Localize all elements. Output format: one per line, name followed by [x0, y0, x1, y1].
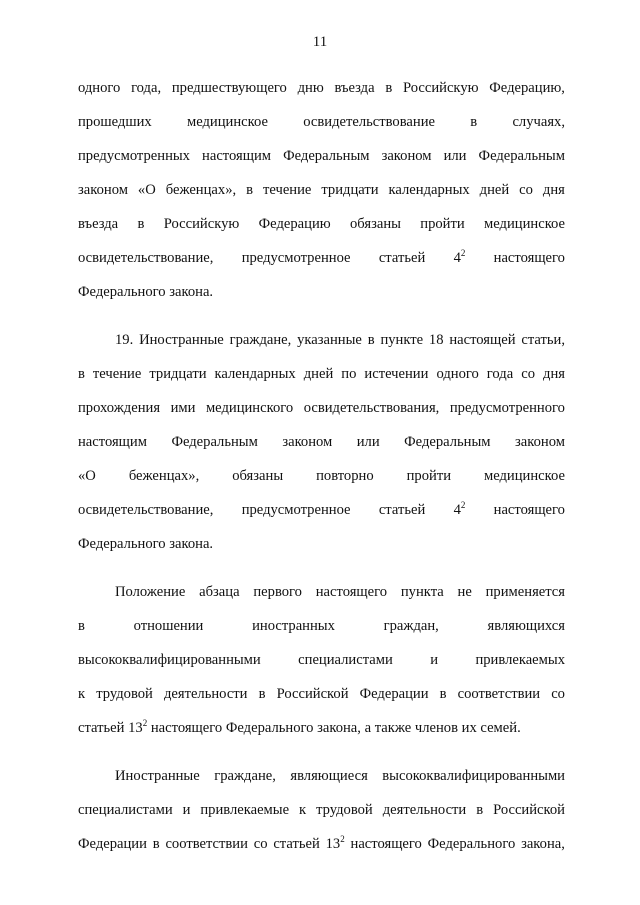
word: медицинское [483, 468, 565, 484]
word: течение [92, 366, 142, 382]
word: истечении [364, 366, 429, 382]
word: Федерального [225, 720, 314, 736]
word: специалистами [298, 652, 393, 668]
word: Положение [115, 584, 186, 600]
word: Федеральным [404, 434, 491, 450]
word: Российской [276, 686, 349, 702]
word: закона. [169, 284, 214, 300]
word: законом [515, 434, 565, 450]
word: одного [436, 366, 479, 382]
word: «О [137, 182, 156, 198]
word: Федерального [78, 284, 166, 300]
word: граждане, [229, 332, 292, 348]
text-line [78, 800, 565, 834]
word: абзаца [199, 584, 240, 600]
word: настоящим [202, 148, 272, 164]
paragraph [78, 582, 565, 752]
word: тридцати [149, 366, 207, 382]
word: освидетельствование [303, 114, 435, 130]
word: Российскую [402, 80, 479, 96]
word: граждане, [214, 768, 276, 784]
word: календарных [388, 182, 470, 198]
word: пункте [380, 332, 424, 348]
word: их [461, 720, 477, 736]
word: в [439, 686, 447, 702]
word: закона, [317, 720, 361, 736]
word: календарных [214, 366, 296, 382]
word: к [78, 686, 86, 702]
word: 19. [115, 332, 134, 348]
word: также [374, 720, 412, 736]
word: Российской [493, 802, 565, 818]
word: течение [263, 182, 312, 198]
word: закона, [521, 836, 565, 852]
paragraph [78, 330, 565, 568]
text-line [78, 616, 565, 650]
text-line [78, 534, 565, 568]
text-line [78, 180, 565, 214]
text-line [78, 248, 565, 282]
word: настоящего [350, 836, 422, 852]
word: настоящего [493, 502, 565, 518]
word: привлекаемых [475, 652, 565, 668]
word: Иностранные [115, 768, 200, 784]
word: настоящего [150, 720, 223, 736]
word: граждан, [383, 618, 439, 634]
word: медицинского [205, 400, 294, 416]
text-line [78, 834, 565, 868]
word: настоящей [449, 332, 516, 348]
word: трудовой [96, 686, 153, 702]
word: въезда [78, 216, 119, 232]
word: $13^2$ [128, 718, 148, 736]
word: законом [381, 148, 432, 164]
word: случаях, [512, 114, 565, 130]
word: года, [131, 80, 162, 96]
word: повторно [316, 468, 374, 484]
text-line [78, 146, 565, 180]
word: пройти [406, 468, 452, 484]
word: ими [170, 400, 196, 416]
word: предшествующего [171, 80, 287, 96]
word: предусмотренных [78, 148, 190, 164]
word: дней [303, 366, 334, 382]
text-line [78, 718, 565, 752]
word: Федерацию [258, 216, 331, 232]
paragraph [78, 766, 565, 868]
word: Иностранные [139, 332, 224, 348]
word: со [521, 366, 535, 382]
word: $4^2$ [453, 248, 466, 266]
word: деятельности [163, 686, 248, 702]
word: высококвалифицированными [78, 652, 261, 668]
word: или [356, 434, 380, 450]
word: членов [414, 720, 458, 736]
text-line [78, 650, 565, 684]
word: освидетельствования, [303, 400, 440, 416]
word: соответствии [457, 686, 541, 702]
word: статьей [378, 502, 426, 518]
word: со [253, 836, 268, 852]
word: со [551, 686, 565, 702]
text-line [78, 112, 565, 146]
word: в [385, 80, 393, 96]
word: Федерации [78, 836, 147, 852]
word: к [299, 802, 307, 818]
text-line [78, 364, 565, 398]
word: настоящего [315, 584, 388, 600]
word: Федерального [78, 536, 166, 552]
text-line [78, 582, 565, 616]
word: года [486, 366, 514, 382]
word: предусмотренное [241, 502, 351, 518]
page-number: 11 [312, 34, 328, 50]
word: «О [78, 468, 96, 484]
word: отношении [133, 618, 204, 634]
word: прохождения [78, 400, 161, 416]
word: беженцах», [128, 468, 200, 484]
word: дней [479, 182, 510, 198]
word: тридцати [321, 182, 379, 198]
word: специалистами [78, 802, 173, 818]
word: Федеральным [171, 434, 258, 450]
text-line [78, 330, 565, 364]
word: дня [543, 366, 565, 382]
word: в [78, 366, 85, 382]
word: дня [542, 182, 565, 198]
word: в [470, 114, 478, 130]
word: предусмотренное [241, 250, 351, 266]
word: или [443, 148, 467, 164]
word: обязаны [350, 216, 401, 232]
word: законом [282, 434, 333, 450]
document-body [78, 78, 565, 868]
word: прошедших [78, 114, 152, 130]
text-line [78, 282, 565, 316]
text-line [78, 766, 565, 800]
text-line [78, 398, 565, 432]
word: $13^2$ [325, 834, 345, 852]
word: со [519, 182, 533, 198]
word: медицинское [484, 216, 565, 232]
word: и [182, 802, 191, 818]
word: Федерального [427, 836, 516, 852]
word: по [341, 366, 357, 382]
word: Федеральным [283, 148, 370, 164]
word: статьи, [521, 332, 565, 348]
word: в [246, 182, 254, 198]
paragraph [78, 78, 565, 316]
word: одного [78, 80, 121, 96]
text-line [78, 500, 565, 534]
word: пункта [400, 584, 444, 600]
word: соответствии [165, 836, 248, 852]
word: применяется [485, 584, 565, 600]
word: являющиеся [290, 768, 368, 784]
word: статьей [378, 250, 426, 266]
text-line [78, 78, 565, 112]
text-line [78, 214, 565, 248]
word: в [78, 618, 85, 634]
word: законом [78, 182, 128, 198]
text-line [78, 684, 565, 718]
word: иностранных [252, 618, 335, 634]
word: в [476, 802, 484, 818]
word: освидетельствование, [78, 250, 214, 266]
word: закона. [169, 536, 214, 552]
word: медицинское [186, 114, 268, 130]
text-line [78, 466, 565, 500]
word: Федерации [359, 686, 429, 702]
word: первого [253, 584, 302, 600]
word: настоящего [493, 250, 565, 266]
word: пройти [420, 216, 465, 232]
text-line [78, 432, 565, 466]
word: въезда [334, 80, 375, 96]
word: не [457, 584, 472, 600]
word: Федеральным [478, 148, 565, 164]
word: в [137, 216, 145, 232]
word: беженцах», [165, 182, 237, 198]
word: являющихся [487, 618, 565, 634]
word: и [430, 652, 439, 668]
word: а [364, 720, 372, 736]
word: дню [297, 80, 324, 96]
word: Федерацию, [489, 80, 565, 96]
word: $4^2$ [453, 500, 466, 518]
word: в [152, 836, 160, 852]
word: Российскую [163, 216, 240, 232]
word: предусмотренного [449, 400, 565, 416]
word: семей. [480, 720, 521, 736]
word: в [367, 332, 375, 348]
word: освидетельствование, [78, 502, 214, 518]
word: привлекаемые [200, 802, 290, 818]
word: статьей [273, 836, 320, 852]
word: 18 [428, 332, 444, 348]
word: статьей [78, 720, 125, 736]
word: трудовой [316, 802, 373, 818]
word: в [258, 686, 266, 702]
word: указанные [297, 332, 362, 348]
word: обязаны [232, 468, 284, 484]
word: высококвалифицированными [382, 768, 565, 784]
word: настоящим [78, 434, 147, 450]
word: деятельности [382, 802, 467, 818]
